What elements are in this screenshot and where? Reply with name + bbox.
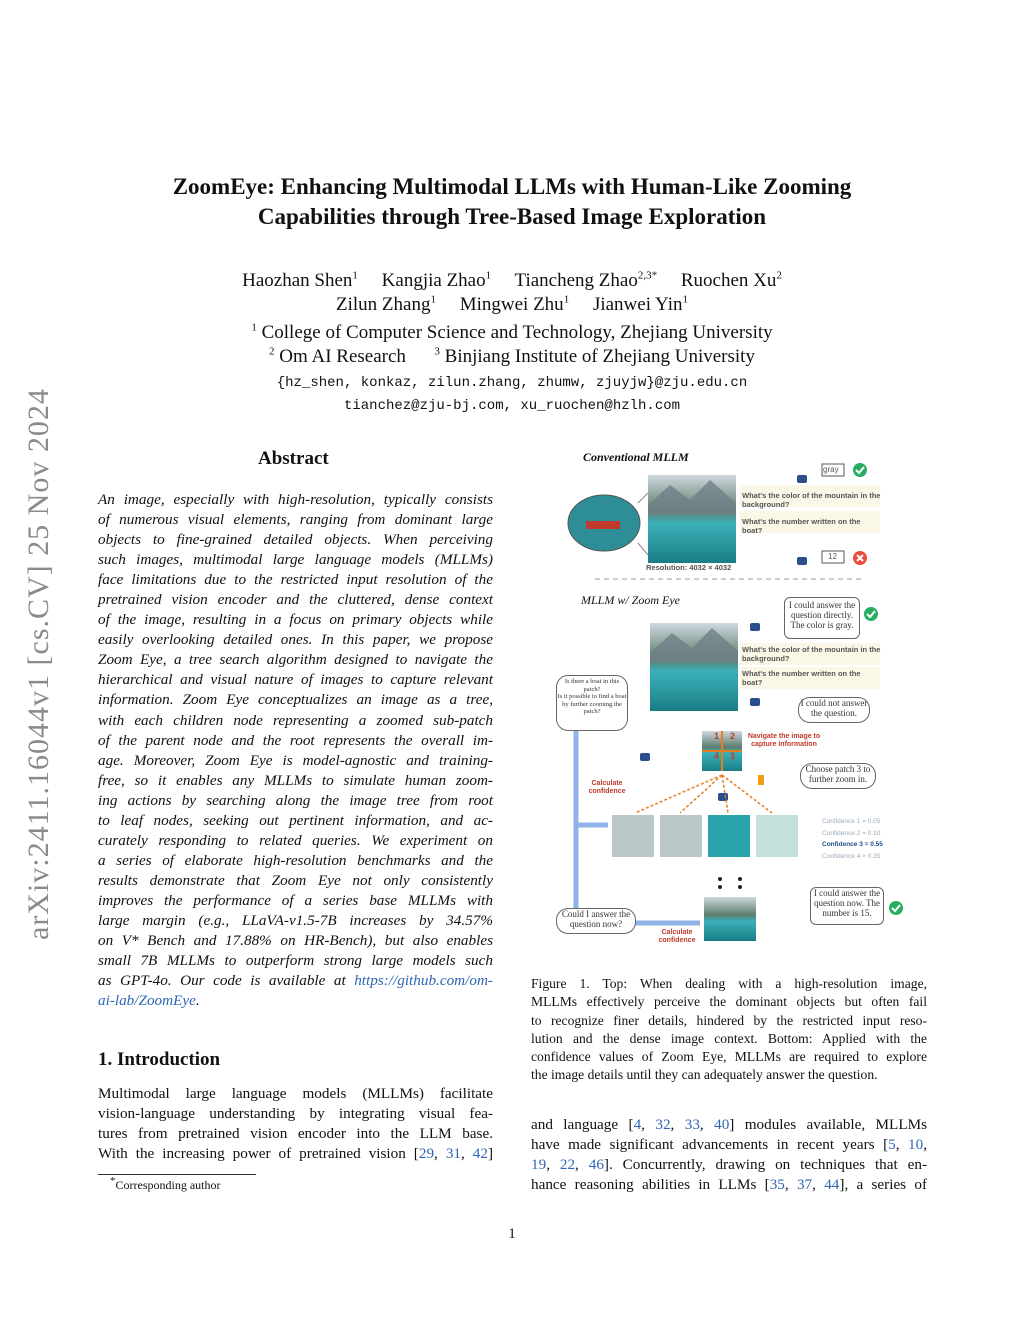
robot-icon	[797, 475, 807, 483]
author-sup: 1	[682, 293, 688, 306]
body-line: and language [4, 32, 33, 40] modules available, MLLMs	[531, 1116, 928, 1133]
author-sup: 2	[776, 269, 782, 282]
intro-line: Multimodal large language models (MLLMs) facilitate	[98, 1085, 493, 1102]
abstract-line: age. Moreover, Zoom Eye is model-agnostic and training-	[98, 751, 493, 769]
caption-line: confidence values of Zoom Eye, MLLMs are required to explore	[531, 1049, 927, 1065]
affiliation: College of Computer Science and Technology, Zhejiang University	[261, 322, 773, 343]
check-icon	[864, 607, 878, 621]
author-name: Zilun Zhang	[336, 294, 431, 315]
patch-number: 4	[714, 751, 720, 761]
abstract-line: information. Zoom Eye conceptualizes an image as a tree,	[98, 691, 493, 709]
thought-bubble	[556, 675, 628, 731]
footnote-text: Corresponding author	[115, 1178, 221, 1192]
body-text: ] modules available, MLLMs	[729, 1116, 928, 1133]
abstract-line	[98, 991, 493, 1011]
question-text: What's the color of the mountain in the background?	[742, 645, 881, 663]
abstract-line: improves the performance of a series base MLLMs with	[98, 891, 493, 909]
caption-line: Figure 1. Top: When dealing with a high-resolution image,	[531, 976, 927, 991]
footnote-rule	[98, 1174, 256, 1175]
abstract-line-text: as GPT-4o. Our code is available at	[98, 972, 346, 990]
answer-bubble: I could not answer the question.	[798, 697, 870, 723]
thought-line: Is there a boat in this patch?	[564, 678, 620, 693]
citation-link[interactable]: 33	[684, 1116, 700, 1133]
body-line: 19, 22, 46]. Concurrently, drawing on techniques that en-	[531, 1156, 927, 1174]
affiliation-sup: 3	[434, 345, 440, 358]
body-text: ], a series of	[839, 1176, 928, 1194]
abstract-line: on V* Bench and 17.88% on HR-Bench), but also enables	[98, 932, 493, 950]
citation-link[interactable]: 40	[714, 1116, 730, 1133]
email-line-1[interactable]: {hz_shen, konkaz, zilun.zhang, zhumw, zjuyjw}@zju.edu.cn	[276, 375, 748, 391]
body-text: ]. Concurrently, drawing on techniques that en-	[603, 1156, 927, 1174]
thought-line: Is it possible to find a boat by further zooming the patch?	[557, 693, 627, 715]
affiliation-sup: 2	[269, 345, 275, 358]
citation-link[interactable]: 31	[445, 1145, 461, 1163]
author-sup: 1	[485, 269, 492, 282]
resolution-label: Resolution: 4032 × 4032	[646, 563, 732, 572]
caption-line: MLLMs effectively perceive the dominant objects but often fail	[531, 994, 927, 1010]
lake-image-bottom	[650, 623, 738, 711]
author-name: Tiancheng Zhao	[514, 270, 638, 291]
abstract-line: results demonstrate that Zoom Eye not only consistently	[98, 871, 493, 889]
citation-link[interactable]: 29	[418, 1145, 435, 1163]
intro-line: tures from pretrained vision encoder into the LLM base.	[98, 1125, 493, 1143]
caption-line: lution and the dense image context. Bottom: Applied with the	[531, 1030, 927, 1046]
caption-line: the image details until they can adequately answer the question.	[531, 1067, 878, 1083]
robot-icon	[797, 557, 807, 565]
navigate-label: Navigate the image to capture information	[747, 733, 821, 748]
leaf-tile	[708, 815, 750, 857]
email-line-2[interactable]: tianchez@zju-bj.com, xu_ruochen@hzlh.com	[343, 398, 681, 414]
citation-link[interactable]: 32	[655, 1116, 671, 1133]
citation-link[interactable]: 10	[908, 1136, 924, 1154]
figure-top-label: Conventional MLLM	[583, 450, 689, 464]
abstract-line: hierarchical and visual nature of images to capture relevant	[98, 671, 493, 689]
confidence-2: Confidence 2 = 0.10	[822, 829, 881, 837]
arxiv-identifier: arXiv:2411.16044v1 [cs.CV] 25 Nov 2024	[22, 388, 55, 940]
question-text: What's the number written on the boat?	[742, 517, 861, 535]
calculate-label: Calculate confidence	[588, 780, 626, 795]
robot-icon	[640, 753, 650, 761]
abstract-line: with each children node representing a zoomed sub-patch	[98, 711, 493, 729]
check-icon	[889, 901, 903, 915]
abstract-line: objects to fine-grained detailed objects. When perceiving	[98, 531, 493, 549]
author-name: Haozhan Shen	[242, 270, 353, 291]
leaf-tile	[660, 815, 702, 857]
abstract-line: free, so it enables any MLLMs to simulate human zoom-	[98, 771, 493, 789]
paper-title	[90, 172, 934, 232]
body-line: have made significant advancements in recent years [5, 10,	[531, 1136, 928, 1154]
intro-body	[98, 1084, 493, 1164]
author-sup: 2,3*	[637, 269, 658, 282]
figure-caption	[531, 975, 927, 1085]
confidence-1: Confidence 1 = 0.05	[822, 818, 881, 825]
footnote-mark: *	[110, 1175, 116, 1187]
check-icon	[853, 463, 867, 477]
answer-12: 12	[828, 552, 837, 561]
author-name: Ruochen Xu	[680, 270, 777, 291]
intro-line-text: With the increasing power of pretrained vision [	[98, 1145, 419, 1163]
abstract-line: such images, multimodal large language models (MLLMs)	[98, 551, 493, 569]
abstract-line: large margin (e.g., LLaVA-v1.5-7B increases by 34.57%	[98, 911, 493, 929]
page-number: 1	[508, 1226, 516, 1242]
confidence-list	[822, 816, 883, 862]
affiliation-line-2	[90, 346, 934, 368]
thought-bubble: Could I answer the question now?	[556, 908, 636, 934]
affiliation-sup: 1	[251, 321, 257, 334]
citation-link[interactable]: 5	[888, 1136, 896, 1154]
title-line-1: ZoomEye: Enhancing Multimodal LLMs with Human-Like Zooming	[172, 174, 852, 199]
abstract-line: of the image, resulting in a focus on primary objects while	[98, 611, 493, 629]
author-name: Jianwei Yin	[592, 294, 683, 315]
question-text: What's the number written on the boat?	[742, 669, 861, 687]
abstract-line: face limitations due to the restricted input resolution of the	[98, 571, 493, 589]
abstract-line	[98, 971, 493, 991]
citation-link[interactable]: 19	[531, 1156, 547, 1174]
caption-line: to recognize finer details, hindered by the restricted input reso-	[531, 1012, 927, 1028]
abstract-line: a series of elaborate high-resolution benchmarks and the	[98, 851, 493, 869]
footnote	[110, 1175, 221, 1193]
answer-bubble: I could answer the question now. The number is 15.	[810, 887, 884, 925]
code-link-cont[interactable]: ai-lab/ZoomEye	[98, 992, 196, 1010]
body-text: ,	[923, 1136, 928, 1154]
author-name: Mingwei Zhu	[459, 294, 564, 315]
citation-link[interactable]: 35	[769, 1176, 785, 1194]
abstract-line: pretrained vision encoder and the cluttered, dense context	[98, 591, 493, 609]
calculate-label: Calculate confidence	[658, 929, 696, 944]
abstract-end: .	[195, 992, 200, 1010]
leaf-tile	[612, 815, 654, 857]
intro-line: With the increasing power of pretrained vision [29, 31, 42]	[98, 1145, 494, 1163]
boat-shape	[586, 521, 620, 529]
code-link[interactable]: https://github.com/om-	[354, 972, 493, 990]
citation-link[interactable]: 42	[472, 1145, 488, 1163]
robot-icon	[750, 623, 760, 631]
author-sup: 1	[430, 293, 436, 306]
abstract-line: ing actions by searching along the image tree from root	[98, 791, 493, 809]
author-line-2	[90, 294, 934, 316]
lake-image-top	[648, 475, 736, 563]
body-text: have made significant advancements in recent years [	[531, 1136, 889, 1154]
body-text: and language [	[531, 1116, 634, 1133]
body-text: hance reasoning abilities in LLMs [	[531, 1176, 770, 1194]
body-line: hance reasoning abilities in LLMs [35, 37, 44], a series of	[531, 1176, 928, 1194]
author-line-1	[90, 270, 934, 292]
answer-gray: gray	[823, 465, 839, 474]
affiliation: Om AI Research	[279, 346, 406, 367]
intro-line: vision-language understanding by integrating visual fea-	[98, 1105, 493, 1123]
branch-lines	[635, 775, 772, 813]
citation-link[interactable]: 44	[824, 1176, 840, 1194]
patch-number: 2	[730, 731, 736, 741]
citation-link[interactable]: 22	[559, 1156, 576, 1174]
confidence-4: Confidence 4 = 0.35	[822, 852, 881, 860]
abstract-line: curately responding to related queries. We experiment on	[98, 831, 493, 849]
thought-bubble: Choose patch 3 to further zoom in.	[800, 763, 876, 789]
abstract-heading: Abstract	[258, 448, 329, 469]
abstract-line: easily overlooking detailed ones. In this paper, we propose	[98, 631, 493, 649]
figure-1	[540, 445, 940, 965]
patch-number: 1	[714, 731, 720, 741]
intro-heading: 1. Introduction	[98, 1049, 221, 1070]
cursor-icon	[758, 775, 764, 785]
author-name: Kangjia Zhao	[381, 270, 486, 291]
title-line-2: Capabilities through Tree-Based Image Exploration	[257, 204, 767, 229]
patch-number: 3	[730, 751, 736, 761]
affiliation-line-1	[90, 322, 934, 344]
abstract-line: of the parent node and the root represents the overall im-	[98, 731, 493, 749]
abstract-line: of numerous visual elements, ranging from dominant large	[98, 511, 493, 529]
author-sup: 1	[563, 293, 570, 306]
intro-right-body	[531, 1115, 927, 1195]
answer-bubble: I could answer the question directly. The color is gray.	[784, 597, 860, 639]
abstract-line: small 7B MLLMs to outperform strong large models such	[98, 952, 493, 970]
citation-link[interactable]: 4	[633, 1116, 642, 1133]
confidence-3: Confidence 3 = 0.55	[822, 841, 883, 848]
abstract-body	[98, 490, 493, 1011]
leaf-tile	[756, 815, 798, 857]
abstract-line: An image, especially with high-resolution, typically consists	[98, 491, 493, 508]
citation-link[interactable]: 37	[796, 1176, 813, 1194]
robot-icon	[750, 698, 760, 706]
question-text: What's the color of the mountain in the background?	[742, 491, 881, 509]
abstract-line: Zoom Eye, a tree search algorithm designed to navigate the	[98, 651, 493, 669]
figure-bottom-label: MLLM w/ Zoom Eye	[581, 593, 680, 607]
author-sup: 1	[352, 269, 358, 282]
affiliation: Binjiang Institute of Zhejiang University	[444, 346, 755, 367]
final-patch	[704, 897, 756, 941]
abstract-line: to leaf nodes, seeking out pertinent information, and ac-	[98, 811, 493, 829]
citation-link[interactable]: 46	[588, 1156, 604, 1174]
